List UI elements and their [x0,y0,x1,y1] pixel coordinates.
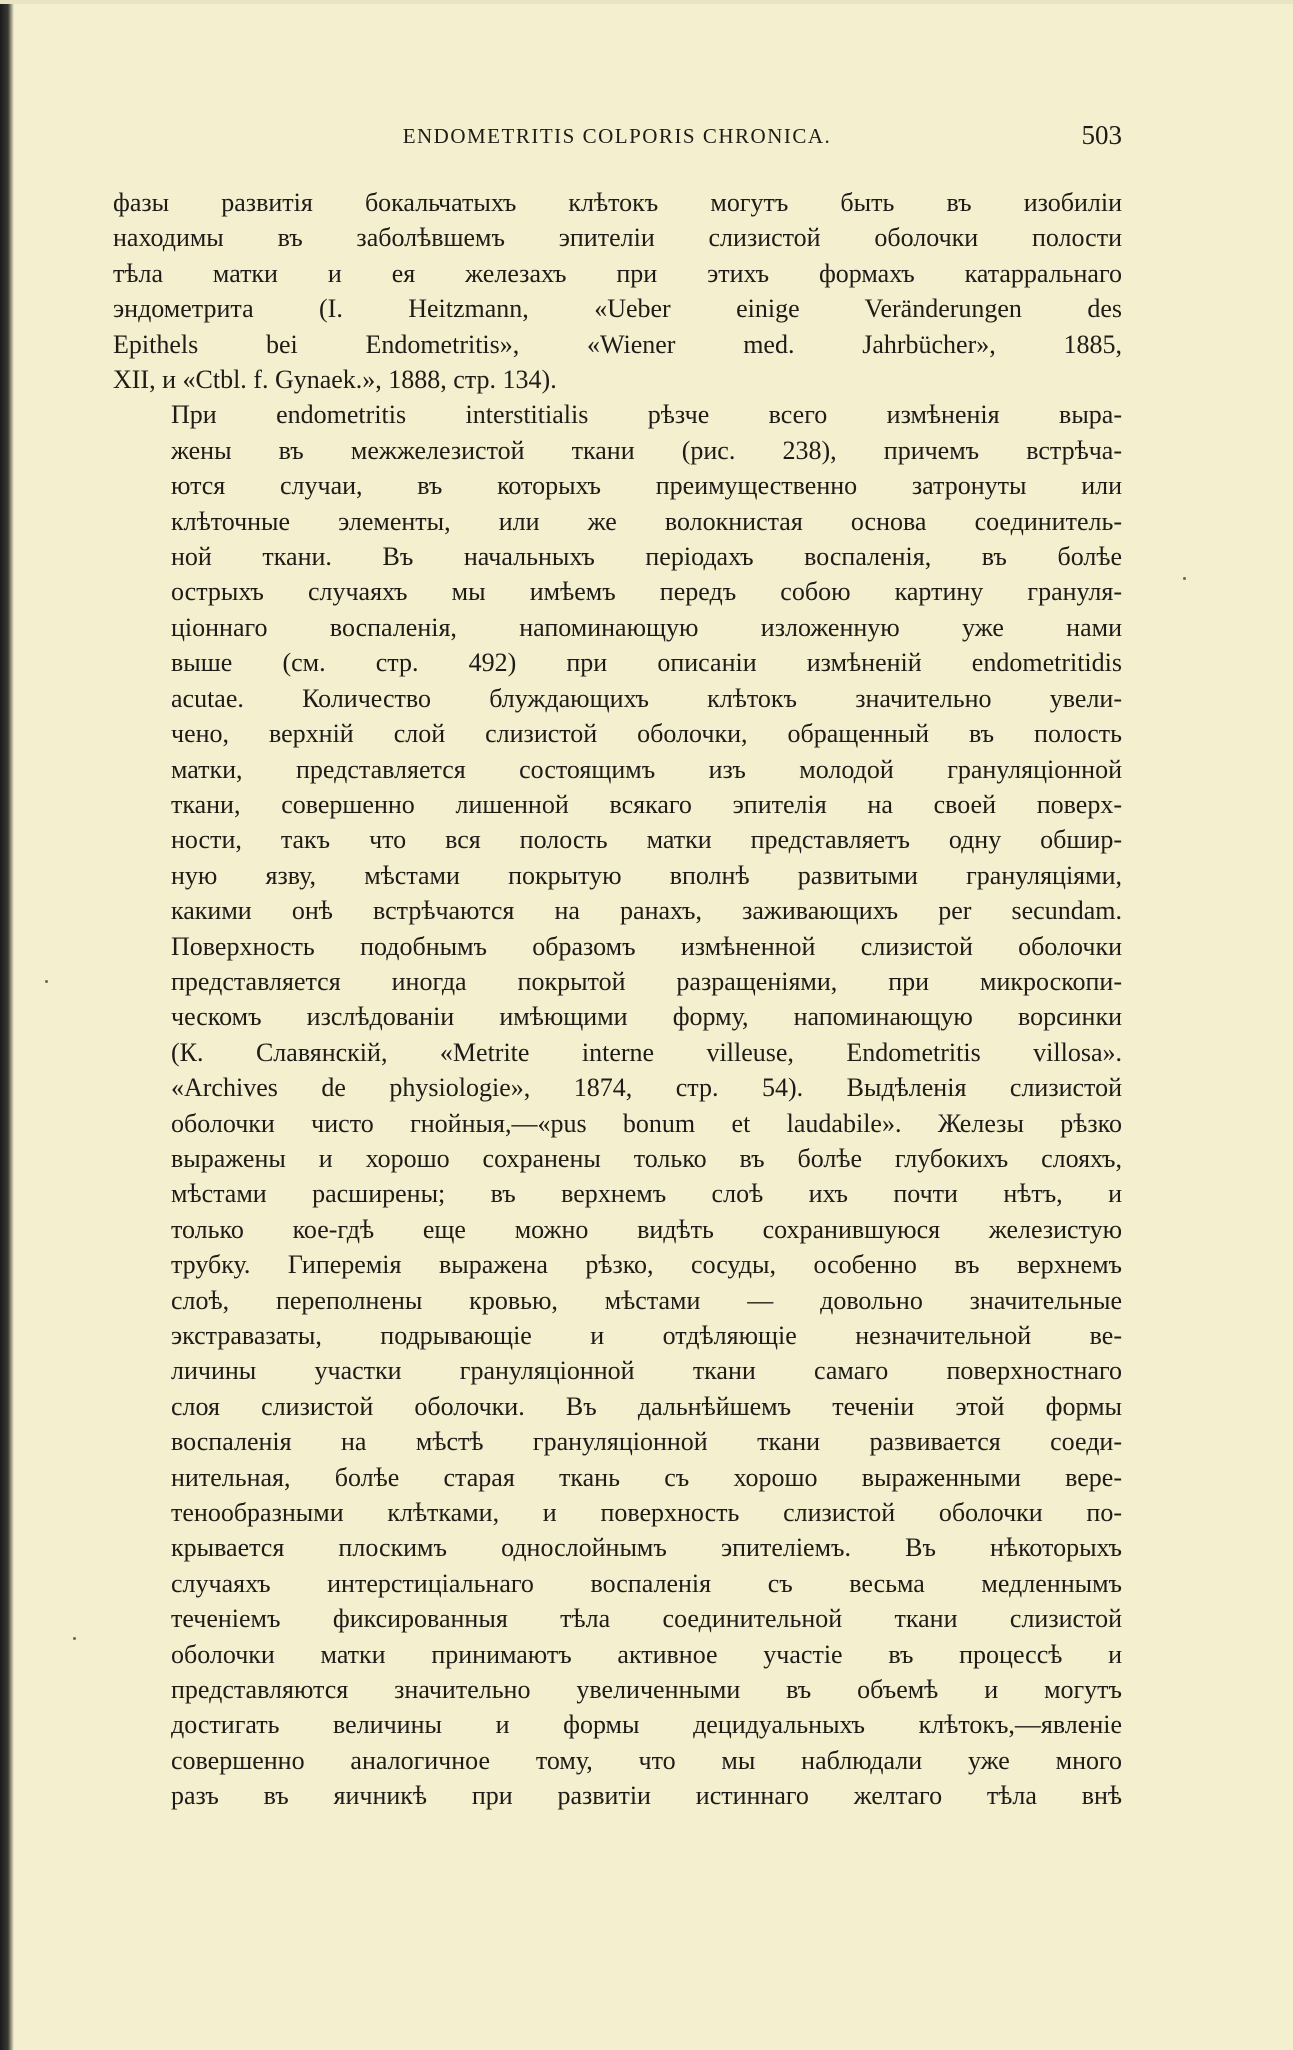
text-line: достигать величины и формы децидуальныхъ клѣтокъ,—явленіе [171,1710,1122,1740]
text-line: жены въ межжелезистой ткани (рис. 238), причемъ встрѣча- [171,435,1122,465]
text-line: выше (см. стр. 492) при описаніи измѣненій endometritidis [171,648,1122,678]
text-line: тенообразными клѣтками, и поверхность слизистой оболочки по- [171,1498,1122,1528]
text-line: представляются значительно увеличенными въ объемѣ и могутъ [171,1675,1122,1705]
text-line: «Archives de physiologie», 1874, стр. 54). Выдѣленія слизистой [171,1073,1122,1103]
text-line: представляется иногда покрытой разращеніями, при микроскопи- [171,966,1122,996]
text-line: ются случаи, въ которыхъ преимущественно затронуты или [171,471,1122,501]
text-line: тѣла матки и ея железахъ при этихъ формахъ катарральнаго [113,258,1122,288]
text-line: теченіемъ фиксированныя тѣла соединительной ткани слизистой [171,1604,1122,1634]
text-line: эндометрита (I. Heitzmann, «Ueber einige Veränderungen des [113,294,1122,324]
text-line: матки, представляется состоящимъ изъ молодой грануляціонной [171,754,1122,784]
text-line: выражены и хорошо сохранены только въ болѣе глубокихъ слояхъ, [171,1143,1122,1173]
text-line: чено, верхній слой слизистой оболочки, обращенный въ полость [171,719,1122,749]
paper-speck [1183,577,1186,580]
text-line: острыхъ случаяхъ мы имѣемъ передъ собою картину грануля- [171,577,1122,607]
text-line: Epithels bei Endometritis», «Wiener med. Jahrbücher», 1885, [113,329,1122,359]
text-line: какими онѣ встрѣчаются на ранахъ, заживающихъ per secundam. [171,896,1122,926]
text-line: слоѣ, переполнены кровью, мѣстами — довольно значительные [171,1285,1122,1315]
text-line: трубку. Гиперемія выражена рѣзко, сосуды, особенно въ верхнемъ [171,1250,1122,1280]
text-line: acutae. Количество блуждающихъ клѣтокъ значительно увели- [171,683,1122,713]
text-line: экстравазаты, подрывающіе и отдѣляющіе незначительной ве- [171,1321,1122,1350]
text-line: воспаленія на мѣстѣ грануляціонной ткани развивается соеди- [171,1427,1122,1457]
paper-speck [45,980,48,983]
text-line: ткани, совершенно лишенной всякаго эпителія на своей поверх- [171,789,1122,819]
text-line: ческомъ изслѣдованіи имѣющими форму, напоминающую ворсинки [171,1002,1122,1032]
running-title: ENDOMETRITIS COLPORIS CHRONICA. [402,124,832,148]
text-line: При endometritis interstitialis рѣзче всего измѣненія выра- [171,400,1122,430]
text-line: ную язву, мѣстами покрытую вполнѣ развитыми грануляціями, [171,860,1122,890]
text-line: крывается плоскимъ однослойнымъ эпителіемъ. Въ нѣкоторыхъ [171,1533,1122,1563]
page-left-shadow [0,0,14,2050]
page-number: 503 [1081,120,1122,150]
text-line: нительная, болѣе старая ткань съ хорошо выраженными вере- [171,1462,1122,1492]
text-line: клѣточные элементы, или же волокнистая основа соединитель- [171,506,1122,536]
text-line: находимы въ заболѣвшемъ эпителіи слизистой оболочки полости [113,223,1122,253]
text-line: ціоннаго воспаленія, напоминающую изложенную уже нами [171,612,1122,642]
text-line: случаяхъ интерстиціальнаго воспаленія съ весьма медленнымъ [171,1568,1122,1598]
page-header [112,120,1122,160]
text-line: слоя слизистой оболочки. Въ дальнѣйшемъ теченіи этой формы [171,1391,1122,1421]
text-line: только кое-гдѣ еще можно видѣть сохранившуюся железистую [171,1214,1122,1244]
paragraph-1 [113,185,1122,397]
text-line: разъ въ яичникѣ при развитіи истиннаго желтаго тѣла внѣ [171,1781,1122,1811]
text-line: Поверхность подобнымъ образомъ измѣненной слизистой оболочки [171,931,1122,961]
page-top-edge [0,0,1293,4]
text-line: оболочки чисто гнойныя,—«pus bonum et laudabile». Железы рѣзко [171,1108,1122,1138]
body-text [113,185,1122,1814]
paragraph-2 [113,397,1122,1813]
text-line: фазы развитія бокальчатыхъ клѣтокъ могутъ быть въ изобиліи [113,188,1122,217]
text-line: личины участки грануляціонной ткани самаго поверхностнаго [171,1356,1122,1386]
text-line: мѣстами расширены; въ верхнемъ слоѣ ихъ почти нѣтъ, и [171,1179,1122,1209]
text-line: (К. Славянскій, «Metrite interne villeuse, Endometritis villosa». [171,1037,1122,1067]
text-line: оболочки матки принимаютъ активное участіе въ процессѣ и [171,1639,1122,1669]
text-line: ной ткани. Въ начальныхъ періодахъ воспаленія, въ болѣе [171,542,1122,572]
text-line: ности, такъ что вся полость матки представляетъ одну обшир- [171,825,1122,855]
text-line: совершенно аналогичное тому, что мы наблюдали уже много [171,1745,1122,1775]
text-line: XII, и «Ctbl. f. Gynaek.», 1888, стр. 134). [113,365,557,395]
paper-speck [73,1637,76,1640]
